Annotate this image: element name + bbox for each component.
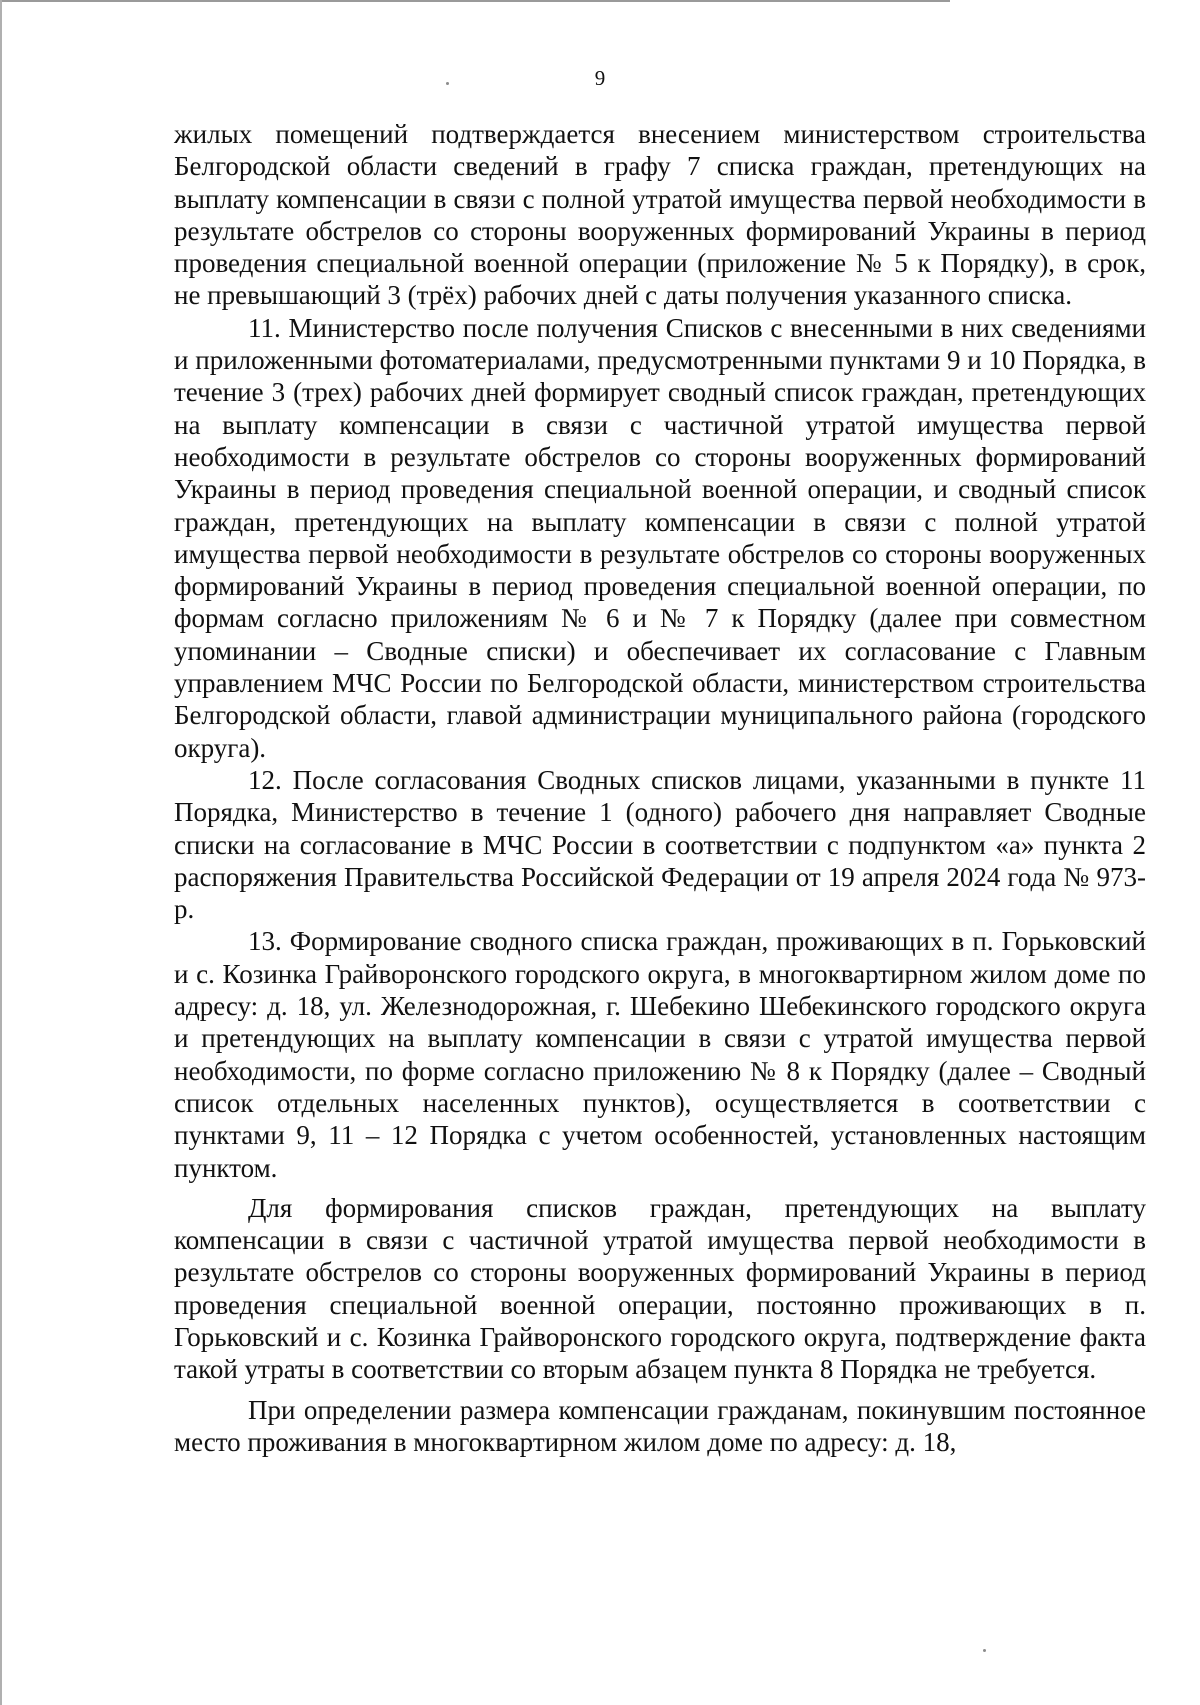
paragraph-continuation: жилых помещений подтверждается внесением министерством строительства Белгородской области сведений в графу 7 списка граждан, претендующих на выплату компенсации в связи с полной утратой имущества первой необходимости в результате обстрелов со стороны вооруженных формирований Украины в период проведения специальной военной операции (приложение № 5 к Порядку), в срок, не превышающий 3 (трёх) рабочих дней с даты получения указанного списка. — [174, 119, 1146, 311]
paragraph-item-13-sub2: При определении размера компенсации гражданам, покинувшим постоянное место проживания в многоквартирном жилом доме по адресу: д. 18, — [174, 1394, 1146, 1457]
paragraph-item-13: 13. Формирование сводного списка граждан, проживающих в п. Горьковский и с. Козинка Грайворонского городского округа, в многоквартирном жилом доме по адресу: д. 18, ул. Железнодорожная, г. Шебекино Шебекинского городского округа и претендующих на выплату компенсации в связи с утратой имущества первой необходимости, по форме согласно приложению № 8 к Порядку (далее – Сводный список отдельных населенных пунктов), осуществляется в соответствии с пунктами 9, 11 – 12 Порядка с учетом особенностей, установленных настоящим пунктом. — [174, 926, 1146, 1183]
paragraph-item-13-sub1: Для формирования списков граждан, претендующих на выплату компенсации в связи с частичной утратой имущества первой необходимости в результате обстрелов со стороны вооруженных формирований Украины в период проведения специальной военной операции, постоянно проживающих в п. Горьковский и с. Козинка Грайворонского городского округа, подтверждение факта такой утраты в соответствии со вторым абзацем пункта 8 Порядка не требуется. — [174, 1192, 1146, 1385]
paragraph-item-12: 12. После согласования Сводных списков лицами, указанными в пункте 11 Порядка, Министерство в течение 1 (одного) рабочего дня направляет Сводные списки на согласование в МЧС России в соответствии с подпунктом «а» пункта 2 распоряжения Правительства Российской Федерации от 19 апреля 2024 года № 973-р. — [174, 764, 1146, 925]
scan-edge-top — [0, 0, 950, 2]
scan-speck — [446, 82, 449, 85]
paragraph-item-11: 11. Министерство после получения Списков с внесенными в них сведениями и приложенными фотоматериалами, предусмотренными пунктами 9 и 10 Порядка, в течение 3 (трех) рабочих дней формирует сводный список граждан, претендующих на выплату компенсации в связи с частичной утратой имущества первой необходимости в результате обстрелов со стороны вооруженных формирований Украины в период проведения специальной военной операции, и сводный список граждан, претендующих на выплату компенсации в связи с полной утратой имущества первой необходимости в результате обстрелов со стороны вооруженных формирований Украины в период проведения специальной военной операции, по формам согласно приложениям № 6 и № 7 к Порядку (далее при совместном упоминании – Сводные списки) и обеспечивает их согласование с Главным управлением МЧС России по Белгородской области, министерством строительства Белгородской области, главой администрации муниципального района (городского округа). — [174, 312, 1146, 763]
scan-edge-left — [0, 0, 2, 1705]
document-body — [174, 118, 1146, 1458]
page-number: 9 — [594, 66, 606, 90]
scan-speck — [983, 1649, 986, 1652]
